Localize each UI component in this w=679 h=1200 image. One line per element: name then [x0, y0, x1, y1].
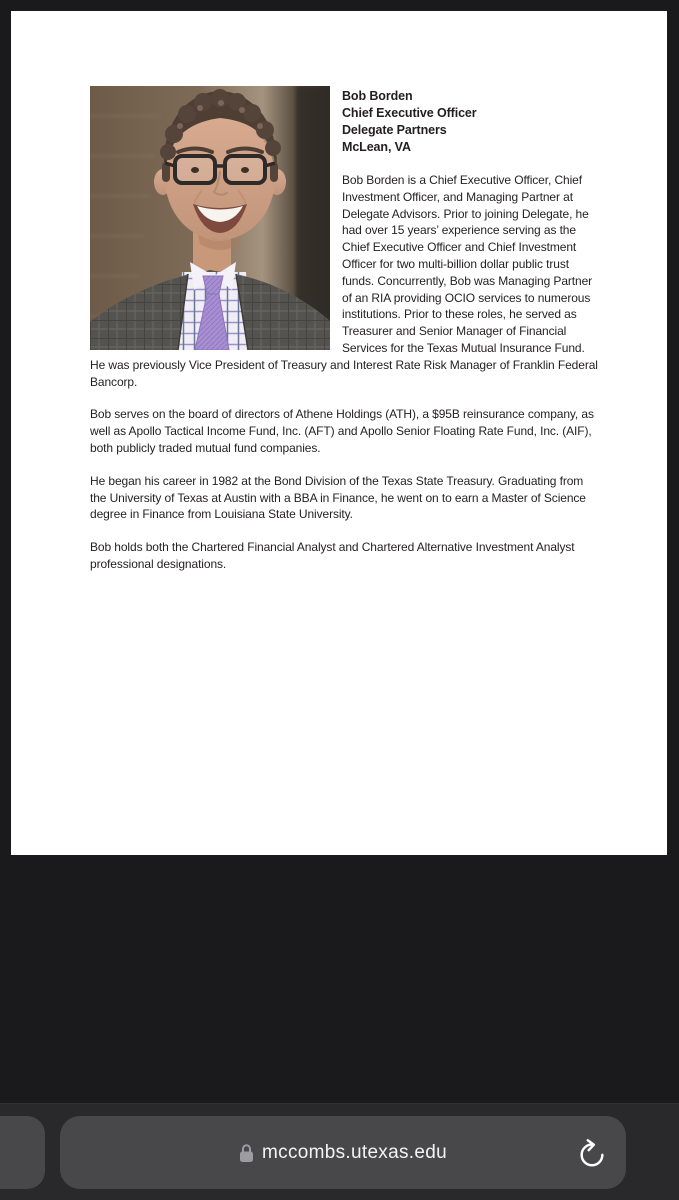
person-title: Chief Executive Officer — [342, 106, 477, 120]
reload-icon — [576, 1137, 608, 1169]
bio-paragraph: He began his career in 1982 at the Bond Division of the Texas State Treasury. Graduating from the University of Texas at Austin with a BBA in Finance, he went on to earn a Master of Science degree in Finance from Louisiana State University. — [90, 473, 586, 522]
previous-tab-stub[interactable] — [0, 1116, 45, 1189]
person-name: Bob Borden — [342, 89, 413, 103]
bio-content — [11, 11, 667, 573]
portrait-photo — [90, 86, 330, 350]
document-page — [11, 11, 667, 855]
person-location: McLean, VA — [342, 140, 411, 154]
reload-button[interactable] — [575, 1136, 609, 1170]
person-company: Delegate Partners — [342, 123, 447, 137]
bio-paragraph: Bob holds both the Chartered Financial Analyst and Chartered Alternative Investment Analyst professional designations. — [90, 540, 575, 571]
lock-icon — [239, 1143, 254, 1163]
address-text: mccombs.utexas.edu — [262, 1141, 447, 1163]
address-bar[interactable] — [60, 1116, 626, 1189]
bio-paragraph: Bob Borden is a Chief Executive Officer, Chief Investment Officer, and Managing Partner at Delegate Advisors. Prior to joining Delegate, he had over 15 years’ experience serving as the Chief Executive Officer and Chief Investment Officer for two multi-billion dollar public trust funds. Concurrently, Bob was Managing Partner of an RIA providing OCIO services to numerous institutions. Prior to these roles, he served as Treasurer and Senior Manager of Financial Services for the Texas Mutual Insurance Fund. He was previously Vice President of Treasury and Interest Rate Risk Manager of Franklin Federal Bancorp. — [90, 173, 598, 389]
browser-toolbar — [0, 1103, 679, 1200]
bio-paragraph: Bob serves on the board of directors of Athene Holdings (ATH), a $95B reinsurance company, as well as Apollo Tactical Income Fund, Inc. (AFT) and Apollo Senior Floating Rate Fund, Inc. (AIF), both publicly traded mutual fund companies. — [90, 407, 594, 455]
